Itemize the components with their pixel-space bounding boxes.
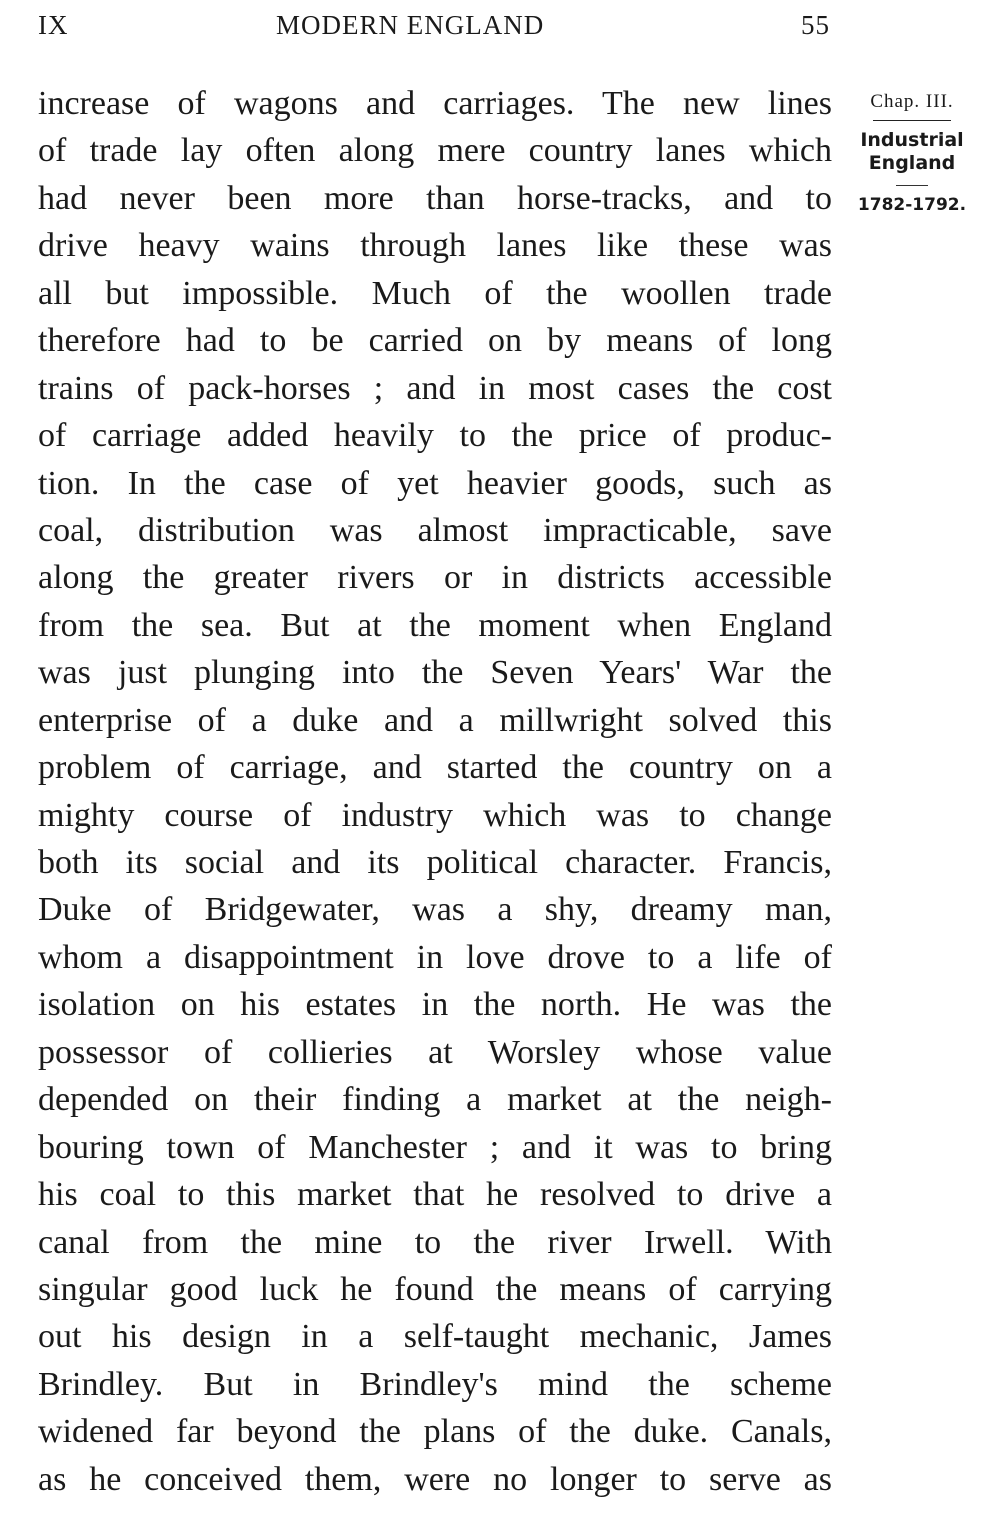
text-line: from the sea. But at the moment when England — [38, 606, 832, 644]
margin-rule — [873, 120, 951, 121]
text-line: Brindley. But in Brindley's mind the scheme — [38, 1365, 832, 1403]
text-line: isolation on his estates in the north. He was the — [38, 986, 832, 1024]
text-line: was just plunging into the Seven Years' War the — [38, 654, 832, 692]
text-line: problem of carriage, and started the country on a — [38, 749, 832, 787]
text-line: mighty course of industry which was to change — [38, 796, 832, 834]
text-line: bouring town of Manchester ; and it was to bring — [38, 1128, 832, 1166]
page-number: 55 — [801, 10, 830, 40]
text-line: possessor of collieries at Worsley whose value — [38, 1033, 832, 1071]
margin-rule-short — [896, 185, 928, 186]
text-line: whom a disappointment in love drove to a life of — [38, 938, 832, 976]
page-header — [38, 10, 830, 44]
text-line: his coal to this market that he resolved to drive a — [38, 1176, 832, 1214]
text-line: all but impossible. Much of the woollen trade — [38, 274, 832, 312]
text-line: trains of pack-horses ; and in most cases the cost — [38, 369, 832, 407]
margin-topic-line-1: Industrial — [860, 129, 964, 151]
text-line: widened far beyond the plans of the duke. Canals, — [38, 1413, 832, 1451]
text-line: canal from the mine to the river Irwell. With — [38, 1223, 832, 1261]
running-title: MODERN ENGLAND — [276, 10, 545, 40]
margin-note — [848, 88, 976, 216]
text-line: increase of wagons and carriages. The new lines — [38, 85, 832, 122]
text-line: therefore had to be carried on by means of long — [38, 322, 832, 360]
text-line: coal, distribution was almost impracticable, save — [38, 511, 832, 549]
text-line: of trade lay often along mere country lanes which — [38, 132, 832, 170]
text-line: depended on their finding a market at the neigh- — [38, 1081, 832, 1119]
text-line: both its social and its political character. Francis, — [38, 844, 832, 881]
text-line: tion. In the case of yet heavier goods, such as — [38, 464, 832, 502]
margin-topic-line-2: England — [868, 152, 956, 174]
margin-dates: 1782-1792. — [857, 195, 967, 215]
text-line: of carriage added heavily to the price of produc- — [38, 417, 832, 455]
text-line: singular good luck he found the means of carrying — [38, 1270, 832, 1308]
text-line: out his design in a self-taught mechanic, James — [38, 1318, 832, 1356]
text-line: drive heavy wains through lanes like these was — [38, 227, 832, 265]
chapter-numeral: IX — [38, 10, 69, 40]
text-line: enterprise of a duke and a millwright solved this — [38, 701, 832, 739]
text-line: Duke of Bridgewater, was a shy, dreamy man, — [38, 891, 832, 929]
text-line: along the greater rivers or in districts accessible — [38, 559, 832, 597]
text-line: as he conceived them, were no longer to serve as — [38, 1460, 832, 1498]
margin-chapter-label: Chap. III. — [870, 91, 954, 112]
body-text — [38, 80, 832, 1503]
text-line: had never been more than horse-tracks, and to — [38, 179, 832, 217]
